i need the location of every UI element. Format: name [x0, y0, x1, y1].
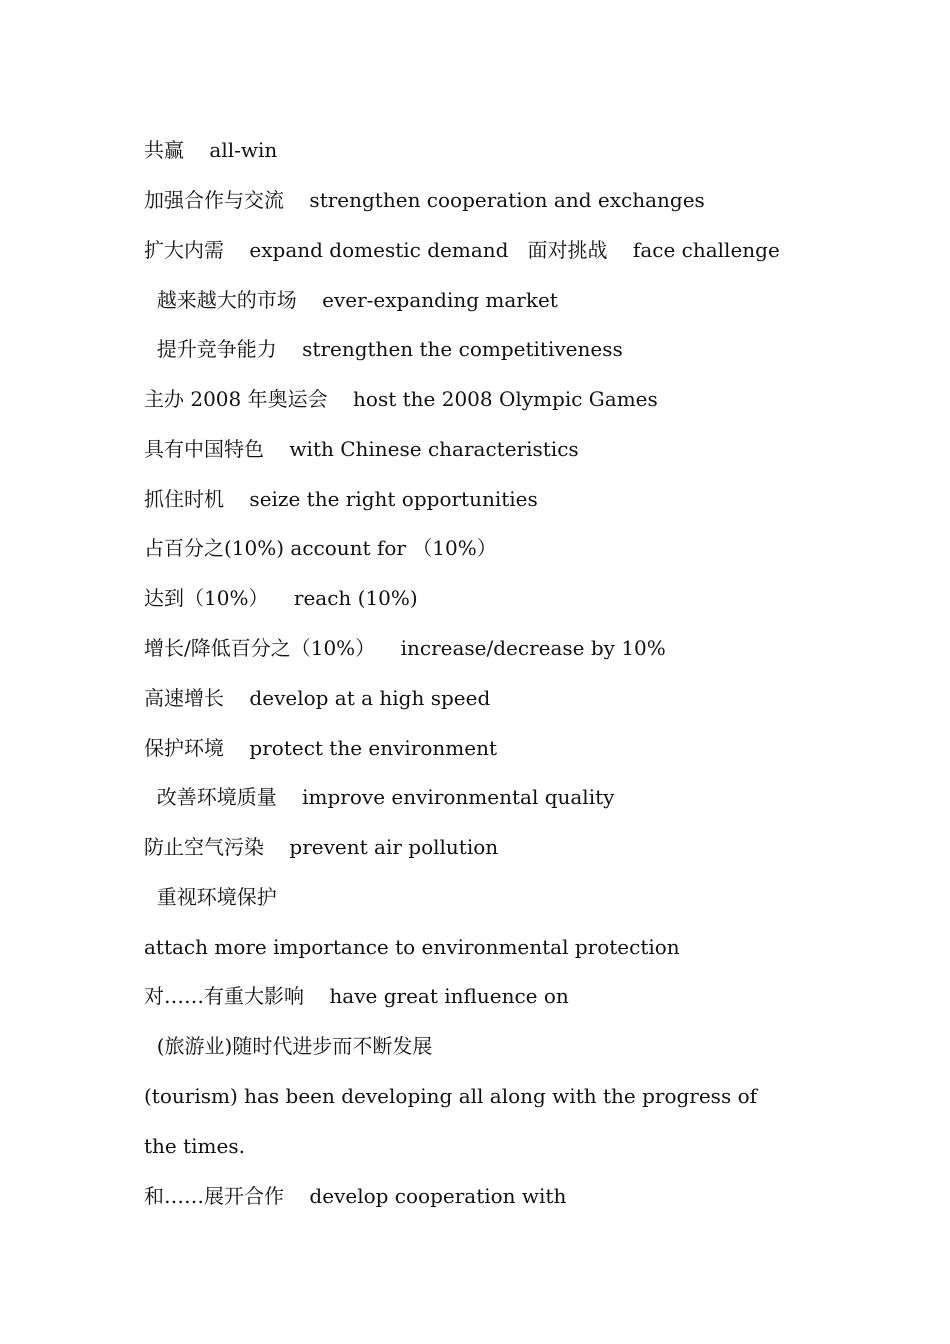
text-line: 加强合作与交流 strengthen cooperation and exchanges: [144, 188, 705, 212]
text-line: (旅游业)随时代进步而不断发展: [144, 1034, 433, 1058]
text-line: 对……有重大影响 have great influence on: [144, 984, 569, 1008]
text-line: 占百分之(10%) account for （10%）: [144, 536, 497, 560]
text-line: 保护环境 protect the environment: [144, 736, 498, 760]
text-line: 越来越大的市场 ever-expanding market: [144, 288, 558, 312]
text-line: 增长/降低百分之（10%） increase/decrease by 10%: [144, 636, 666, 660]
text-line: 抓住时机 seize the right opportunities: [144, 487, 538, 511]
text-line: 达到（10%） reach (10%): [144, 586, 418, 610]
text-line: 提升竞争能力 strengthen the competitiveness: [144, 337, 623, 361]
text-line: the times.: [144, 1134, 245, 1158]
text-line: 和……展开合作 develop cooperation with: [144, 1184, 567, 1208]
text-line: 具有中国特色 with Chinese characteristics: [144, 437, 579, 461]
text-line: 改善环境质量 improve environmental quality: [144, 785, 615, 809]
text-line: (tourism) has been developing all along with the progress of: [144, 1084, 758, 1108]
text-line: 扩大内需 expand domestic demand 面对挑战 face challenge: [144, 238, 780, 262]
text-line: 防止空气污染 prevent air pollution: [144, 835, 499, 859]
text-line: attach more importance to environmental protection: [144, 935, 680, 959]
text-line: 主办 2008 年奥运会 host the 2008 Olympic Games: [144, 387, 658, 411]
text-line: 重视环境保护: [144, 885, 277, 909]
text-line: 共赢 all-win: [144, 138, 278, 162]
text-line: 高速增长 develop at a high speed: [144, 686, 491, 710]
